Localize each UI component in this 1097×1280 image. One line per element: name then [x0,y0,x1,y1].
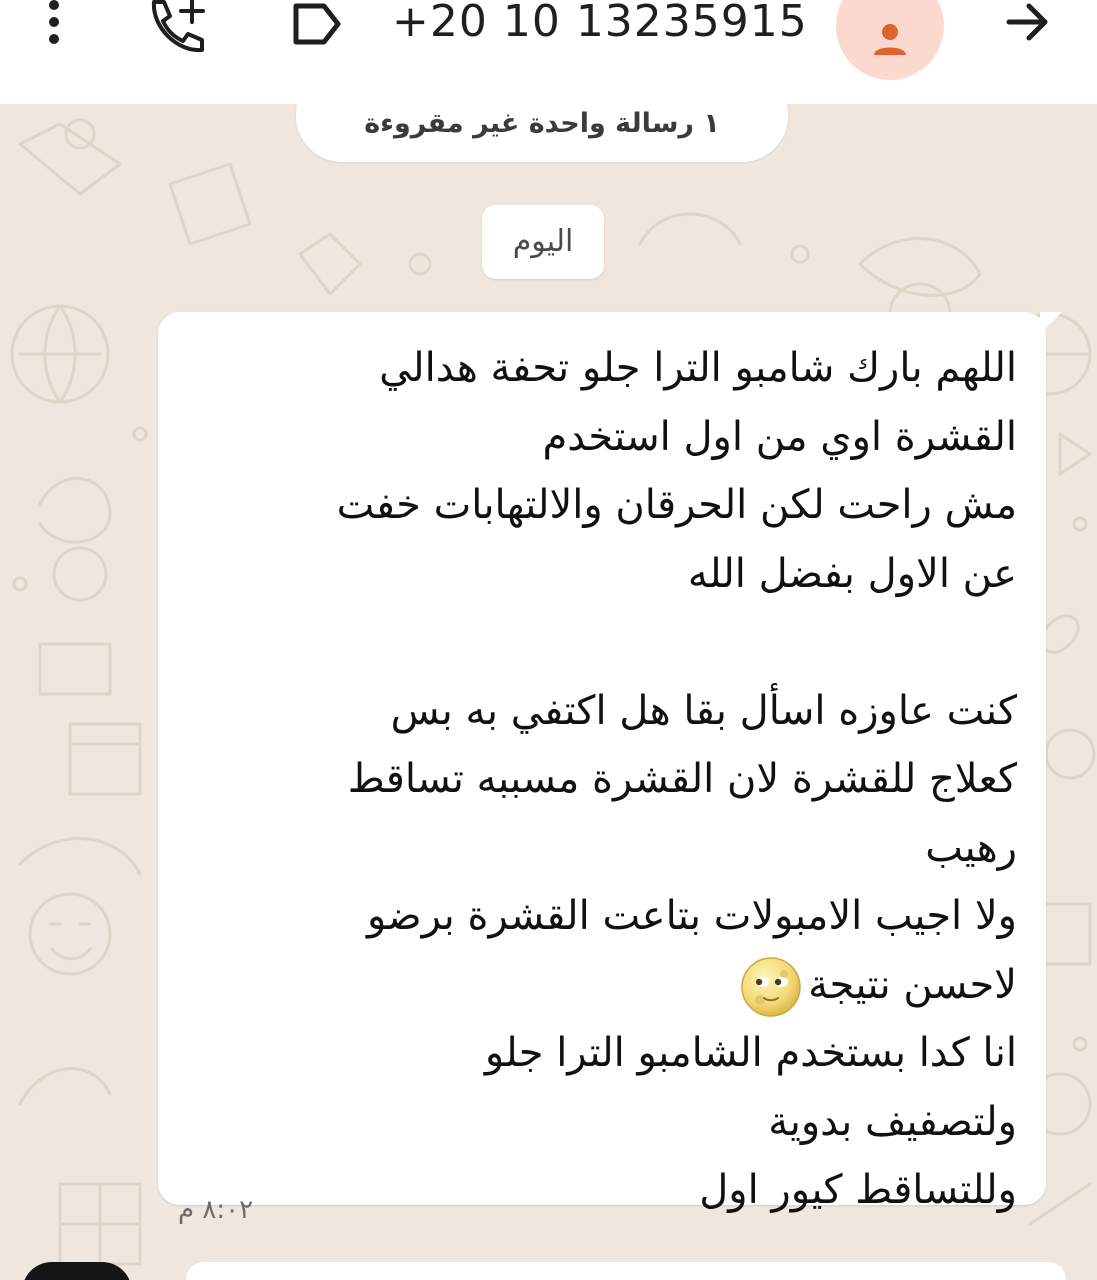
message-line: وللتساقط كيور اول [699,1167,1017,1213]
message-line: ولتصفيف بدوية [768,1098,1017,1145]
conversation-header [0,0,1097,104]
message-text [167,334,1017,1225]
message-line-with-emoji [167,951,1017,1020]
message-line: رهيب [925,824,1017,871]
message-timestamp: ٨:٠٢ م [178,1195,254,1225]
full-moon-face-icon [740,956,802,1018]
label-tag-icon[interactable] [284,0,348,52]
unread-messages-banner: ١ رسالة واحدة غير مقروءة [296,104,788,162]
contact-avatar[interactable] [836,0,944,80]
more-vert-icon[interactable] [28,0,80,52]
message-line: كنت عاوزه اسأل بقا هل اكتفي به بس [390,687,1017,734]
message-line: كعلاج للقشرة لان القشرة مسببه تساقط [347,756,1017,802]
message-line: القشرة اوي من اول استخدم [542,413,1017,460]
date-separator: اليوم [482,205,604,279]
message-list[interactable] [0,104,1097,1280]
message-line: مش راحت لكن الحرقان والالتهابات خفت [336,482,1017,528]
message-line: اللهم بارك شامبو الترا جلو تحفة هدالي [379,345,1017,391]
next-message-bubble[interactable] [186,1262,1066,1280]
add-call-icon[interactable] [142,0,214,52]
message-line: لاحسن نتيجة [808,961,1017,1008]
message-line: عن الاول بفضل الله [687,550,1017,597]
person-icon [870,19,910,59]
bubble-tail [1040,312,1062,334]
message-line: ولا اجيب الامبولات بتاعت القشرة برضو [366,893,1017,939]
message-line: انا كدا بستخدم الشامبو الترا جلو [484,1030,1017,1076]
arrow-forward-icon[interactable] [996,0,1060,52]
message-line-blank [167,608,1017,677]
contact-phone-number[interactable]: +20 10 13235915 [392,0,808,47]
next-message-avatar [22,1262,132,1280]
